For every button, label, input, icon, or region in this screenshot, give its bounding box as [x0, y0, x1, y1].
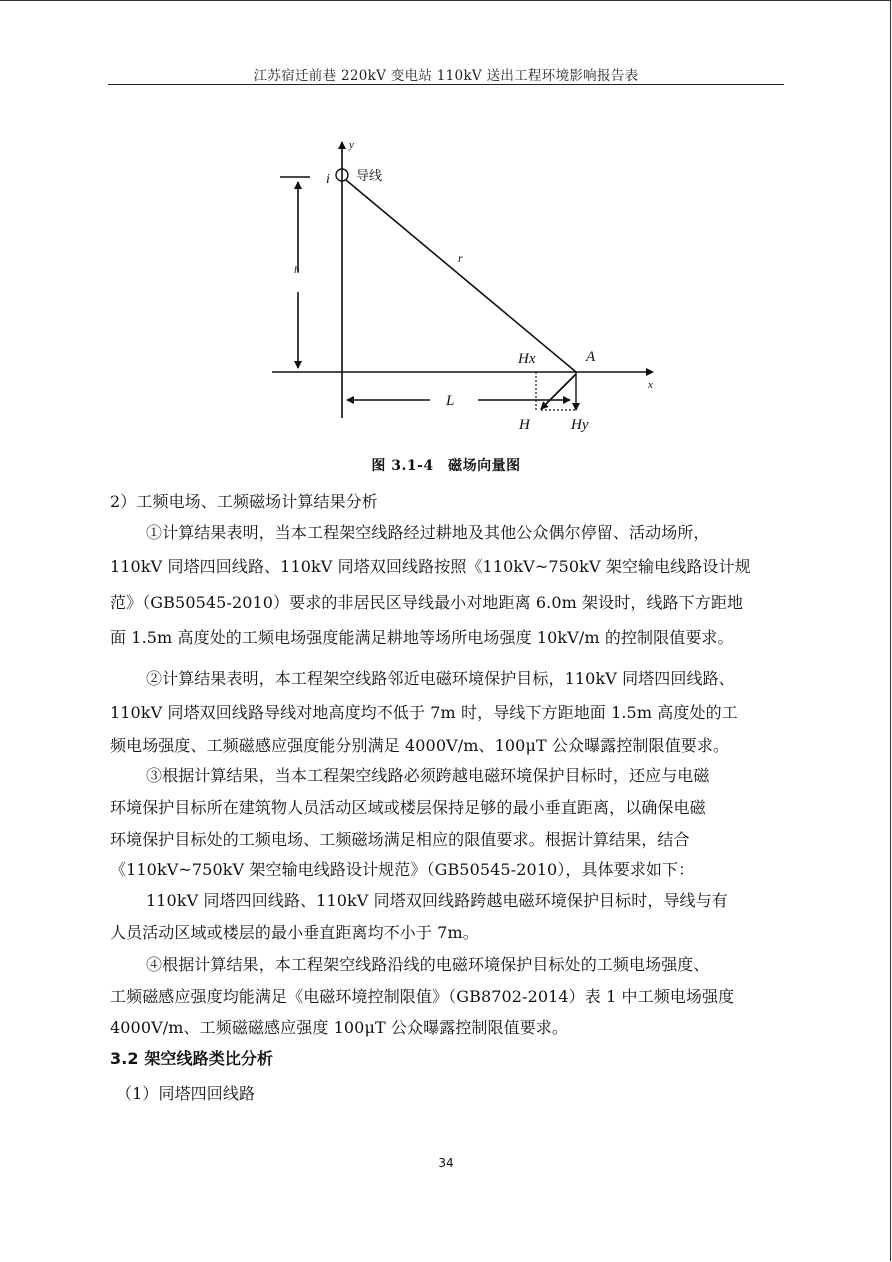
p1-line-1: ①计算结果表明，当本工程架空线路经过耕地及其他公众偶尔停留、活动场所， — [146, 523, 710, 542]
length-l-label: L — [446, 393, 455, 409]
y-axis-label: y — [349, 139, 354, 151]
p2-line-3: 频电场强度、工频磁感应强度能分别满足 4000V/m、100μT 公众曝露控制限值要求。 — [110, 736, 730, 755]
p3-line-1: ③根据计算结果，当本工程架空线路必须跨越电磁环境保护目标时，还应与电磁 — [146, 766, 710, 785]
point-a-label: A — [586, 349, 596, 365]
page-number: 34 — [438, 1156, 454, 1170]
h-resultant-vector — [541, 374, 576, 409]
p1-line-4: 面 1.5m 高度处的工频电场强度能满足耕地等场所电场强度 10kV/m 的控制限值要求。 — [110, 628, 734, 647]
p3-line-4: 《110kV~750kV 架空输电线路设计规范》（GB50545-2010），具体要求如下： — [110, 860, 695, 879]
p2-line-1: ②计算结果表明，本工程架空线路邻近电磁环境保护目标，110kV 同塔四回线路、 — [146, 669, 735, 688]
p5-line-3: 4000V/m、工频磁磁感应强度 100μT 公众曝露控制限值要求。 — [110, 1018, 569, 1037]
page-header: 江苏宿迁前巷 220kV 变电站 110kV 送出工程环境影响报告表 — [253, 68, 639, 84]
height-h-label: h — [294, 264, 300, 276]
section-3-2-subtitle: （1）同塔四回线路 — [116, 1084, 256, 1103]
h-total-label: H — [519, 417, 530, 433]
header-rule — [108, 84, 784, 85]
hx-label: Hx — [518, 351, 536, 367]
p4-line-2: 人员活动区域或楼层的最小垂直距离均不小于 7m。 — [110, 923, 479, 942]
p1-line-2: 110kV 同塔四回线路、110kV 同塔双回线路按照《110kV~750kV 架空输电线路设计规 — [110, 557, 751, 576]
current-label: i — [326, 172, 330, 187]
figure-caption: 图 3.1-4 磁场向量图 — [371, 458, 521, 474]
hy-label: Hy — [571, 417, 589, 433]
p5-line-2: 工频磁感应强度均能满足《电磁环境控制限值》（GB8702-2014）表 1 中工频电场强度 — [110, 987, 735, 1006]
p1-line-3: 范》（GB50545-2010）要求的非居民区导线最小对地距离 6.0m 架设时，线路下方距地 — [110, 593, 744, 612]
section-3-2-title: 3.2 架空线路类比分析 — [110, 1049, 274, 1068]
distance-r-line — [346, 180, 576, 372]
p2-line-2: 110kV 同塔双回线路导线对地高度均不低于 7m 时，导线下方距地面 1.5m 高度处的工 — [110, 703, 738, 722]
p3-line-2: 环境保护目标所在建筑物人员活动区域或楼层保持足够的最小垂直距离，以确保电磁 — [110, 798, 706, 817]
conductor-label: 导线 — [356, 169, 383, 184]
p5-line-1: ④根据计算结果，本工程架空线路沿线的电磁环境保护目标处的工频电场强度、 — [146, 955, 710, 974]
distance-r-label: r — [458, 251, 463, 265]
p3-line-3: 环境保护目标处的工频电场、工频磁场满足相应的限值要求。根据计算结果，结合 — [110, 830, 690, 849]
section-2-title: 2）工频电场、工频磁场计算结果分析 — [110, 492, 378, 511]
p4-line-1: 110kV 同塔四回线路、110kV 同塔双回线路跨越电磁环境保护目标时，导线与有 — [146, 891, 728, 910]
x-axis-label: x — [648, 379, 653, 391]
magnetic-field-vector-diagram — [260, 132, 660, 442]
